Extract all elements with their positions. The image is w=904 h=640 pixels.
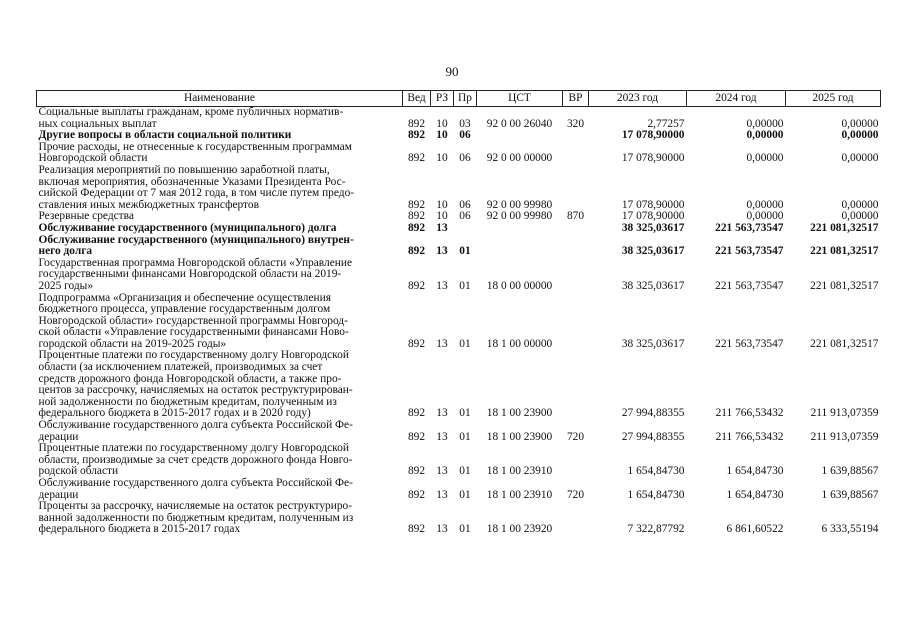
cell-vr bbox=[563, 501, 589, 536]
header-pr: Пр bbox=[454, 91, 477, 107]
cell-y2025: 221 081,32517 bbox=[810, 221, 879, 234]
cell-y2025: 211 913,07359 bbox=[810, 430, 879, 443]
table-row bbox=[37, 293, 881, 351]
cell-name: Процентные платежи по государственному долгу Новгородской области (за исключением платежей, производимых за счет средств дорожного фонда Новгородской области, а также про- центов за рассрочку, начисляемых на остаток реструктурирован- ной задолженности по бюджетным кредитам, полученным из федерального бюджета в 2015-2017 годах и в 2020 году) bbox=[38, 349, 353, 420]
cell-pr: 01 bbox=[459, 430, 471, 443]
cell-vr bbox=[563, 130, 589, 142]
cell-ved: 892 bbox=[407, 407, 426, 420]
cell-y2023: 38 325,03617 bbox=[621, 245, 685, 258]
cell-cst bbox=[477, 235, 563, 258]
cell-vr bbox=[563, 443, 589, 478]
cell-y2023: 17 078,90000 bbox=[621, 198, 685, 211]
cell-cst: 92 0 00 26040 bbox=[486, 117, 553, 130]
cell-name: Другие вопросы в области социальной политики bbox=[38, 129, 292, 142]
cell-vr bbox=[563, 350, 589, 420]
table-row bbox=[37, 165, 881, 211]
cell-rz: 13 bbox=[436, 337, 448, 350]
cell-vr bbox=[563, 165, 589, 211]
table-row bbox=[37, 501, 881, 536]
cell-cst bbox=[477, 223, 563, 235]
cell-cst: 18 1 00 23910 bbox=[486, 465, 553, 478]
cell-rz: 13 bbox=[436, 430, 448, 443]
cell-y2025: 0,00000 bbox=[841, 210, 879, 223]
cell-y2024: 221 563,73547 bbox=[715, 337, 784, 350]
header-rz: РЗ bbox=[431, 91, 454, 107]
cell-rz: 10 bbox=[436, 129, 448, 142]
cell-cst bbox=[477, 130, 563, 142]
cell-ved: 892 bbox=[407, 198, 426, 211]
cell-pr: 03 bbox=[459, 117, 471, 130]
table-row bbox=[37, 350, 881, 420]
cell-pr: 06 bbox=[459, 210, 471, 223]
cell-y2025: 1 639,88567 bbox=[821, 488, 879, 501]
budget-table bbox=[36, 90, 881, 536]
cell-ved: 892 bbox=[407, 117, 426, 130]
cell-ved: 892 bbox=[407, 488, 426, 501]
cell-vr: 720 bbox=[566, 488, 585, 501]
cell-y2024: 0,00000 bbox=[746, 152, 784, 165]
cell-y2023: 27 994,88355 bbox=[621, 407, 685, 420]
cell-vr bbox=[563, 235, 589, 258]
cell-y2023: 38 325,03617 bbox=[621, 279, 685, 292]
cell-y2024: 211 766,53432 bbox=[715, 407, 784, 420]
cell-cst: 92 0 00 99980 bbox=[486, 198, 553, 211]
cell-y2023: 1 654,84730 bbox=[627, 488, 685, 501]
cell-y2024: 0,00000 bbox=[746, 210, 784, 223]
cell-name: Обслуживание государственного долга субъекта Российской Фе- дерации bbox=[38, 419, 353, 443]
header-2023: 2023 год bbox=[589, 91, 687, 107]
cell-y2024: 0,00000 bbox=[746, 129, 784, 142]
cell-name: Социальные выплаты гражданам, кроме публичных норматив- ных социальных выплат bbox=[38, 106, 344, 130]
cell-y2023: 27 994,88355 bbox=[621, 430, 685, 443]
table-body bbox=[37, 107, 881, 536]
cell-ved: 892 bbox=[407, 337, 426, 350]
cell-cst: 18 1 00 23910 bbox=[486, 488, 553, 501]
cell-y2024: 1 654,84730 bbox=[726, 465, 784, 478]
cell-y2025: 0,00000 bbox=[841, 117, 879, 130]
cell-rz: 13 bbox=[436, 245, 448, 258]
cell-y2023: 38 325,03617 bbox=[621, 337, 685, 350]
cell-vr bbox=[563, 142, 589, 165]
cell-y2024: 211 766,53432 bbox=[715, 430, 784, 443]
cell-rz: 10 bbox=[436, 198, 448, 211]
cell-y2023: 17 078,90000 bbox=[621, 210, 685, 223]
cell-y2025: 221 081,32517 bbox=[810, 245, 879, 258]
cell-y2025: 6 333,55194 bbox=[821, 523, 879, 536]
table-row bbox=[37, 443, 881, 478]
cell-pr bbox=[454, 223, 477, 235]
cell-rz: 13 bbox=[436, 523, 448, 536]
cell-ved: 892 bbox=[407, 279, 426, 292]
cell-y2025: 0,00000 bbox=[841, 129, 879, 142]
page-number: 90 bbox=[445, 64, 459, 79]
cell-y2023: 17 078,90000 bbox=[621, 129, 685, 142]
cell-y2025: 1 639,88567 bbox=[821, 465, 879, 478]
cell-y2025: 0,00000 bbox=[841, 152, 879, 165]
header-row bbox=[37, 91, 881, 107]
cell-y2024: 221 563,73547 bbox=[715, 279, 784, 292]
cell-cst: 18 1 00 23900 bbox=[486, 407, 553, 420]
cell-rz: 10 bbox=[436, 210, 448, 223]
cell-y2025: 211 913,07359 bbox=[810, 407, 879, 420]
header-2025: 2025 год bbox=[786, 91, 881, 107]
cell-name: Резервные средства bbox=[38, 210, 134, 223]
cell-name: Реализация мероприятий по повышению заработной платы, включая мероприятия, обозначенные Указами Президента Рос- сийской Федерации от 7 мая 2012 года, в том числе путем предо- ставления иных межбюджетных трансфертов bbox=[38, 163, 355, 211]
cell-ved: 892 bbox=[407, 523, 426, 536]
cell-y2024: 221 563,73547 bbox=[715, 245, 784, 258]
cell-vr: 320 bbox=[566, 117, 585, 130]
cell-y2023: 7 322,87792 bbox=[627, 523, 685, 536]
cell-cst: 92 0 00 99980 bbox=[486, 210, 553, 223]
cell-ved: 892 bbox=[407, 430, 426, 443]
cell-ved: 892 bbox=[407, 152, 426, 165]
table-row bbox=[37, 223, 881, 235]
cell-ved: 892 bbox=[407, 129, 426, 142]
table-row bbox=[37, 235, 881, 258]
table-row bbox=[37, 142, 881, 165]
table-row bbox=[37, 478, 881, 501]
header-cst: ЦСТ bbox=[477, 91, 563, 107]
table-row bbox=[37, 258, 881, 293]
cell-vr: 870 bbox=[566, 210, 585, 223]
cell-name: Государственная программа Новгородской области «Управление государственными финансами Новгородской области на 2019- 2025 годы» bbox=[38, 256, 353, 292]
cell-vr bbox=[563, 223, 589, 235]
cell-y2024: 0,00000 bbox=[746, 117, 784, 130]
cell-ved: 892 bbox=[407, 210, 426, 223]
cell-cst: 18 0 00 00000 bbox=[486, 279, 553, 292]
cell-name: Прочие расходы, не отнесенные к государственным программам Новгородской области bbox=[38, 140, 352, 165]
cell-cst: 18 1 00 23900 bbox=[486, 430, 553, 443]
cell-ved: 892 bbox=[407, 245, 426, 258]
cell-y2025: 221 081,32517 bbox=[810, 279, 879, 292]
header-vr: ВР bbox=[563, 91, 589, 107]
cell-y2024: 0,00000 bbox=[746, 198, 784, 211]
header-ved: Вед bbox=[403, 91, 431, 107]
cell-rz: 13 bbox=[436, 488, 448, 501]
cell-ved: 892 bbox=[407, 221, 426, 234]
cell-rz: 13 bbox=[436, 465, 448, 478]
cell-y2024: 1 654,84730 bbox=[726, 488, 784, 501]
cell-name: Обслуживание государственного (муниципального) внутрен- него долга bbox=[38, 233, 354, 258]
cell-name: Подпрограмма «Организация и обеспечение осуществления бюджетного процесса, управление государственным долгом Новгородской области» государственной программы Новгород- ской области «Управление государственными финансами Ново- городской области на 2019-2025 годы» bbox=[38, 291, 349, 350]
cell-rz: 13 bbox=[436, 221, 448, 234]
cell-pr: 01 bbox=[459, 337, 471, 350]
cell-cst: 18 1 00 23920 bbox=[486, 523, 553, 536]
header-name: Наименование bbox=[37, 91, 403, 107]
cell-ved: 892 bbox=[407, 465, 426, 478]
cell-pr: 01 bbox=[459, 523, 471, 536]
header-2024: 2024 год bbox=[687, 91, 786, 107]
cell-name: Процентные платежи по государственному долгу Новгородской области, производимые за счет средств дорожного фонда Новго- родской области bbox=[38, 442, 353, 478]
cell-vr: 720 bbox=[566, 430, 585, 443]
cell-pr: 01 bbox=[459, 488, 471, 501]
cell-y2023: 17 078,90000 bbox=[621, 152, 685, 165]
cell-y2023: 1 654,84730 bbox=[627, 465, 685, 478]
cell-rz: 10 bbox=[436, 152, 448, 165]
cell-pr: 01 bbox=[459, 465, 471, 478]
cell-y2025: 221 081,32517 bbox=[810, 337, 879, 350]
cell-pr: 01 bbox=[459, 407, 471, 420]
cell-name: Обслуживание государственного долга субъекта Российской Фе- дерации bbox=[38, 477, 353, 501]
cell-y2023: 2,77257 bbox=[647, 117, 685, 130]
cell-pr: 01 bbox=[459, 279, 471, 292]
cell-pr: 01 bbox=[459, 245, 471, 258]
cell-y2025: 0,00000 bbox=[841, 198, 879, 211]
cell-rz: 13 bbox=[436, 407, 448, 420]
cell-cst: 18 1 00 00000 bbox=[486, 337, 553, 350]
table-row bbox=[37, 420, 881, 443]
cell-y2023: 38 325,03617 bbox=[621, 221, 685, 234]
cell-y2024: 6 861,60522 bbox=[726, 523, 784, 536]
cell-vr bbox=[563, 293, 589, 351]
cell-name: Обслуживание государственного (муниципального) долга bbox=[38, 221, 337, 234]
cell-pr: 06 bbox=[459, 129, 471, 142]
table-row bbox=[37, 107, 881, 131]
cell-rz: 10 bbox=[436, 117, 448, 130]
cell-y2024: 221 563,73547 bbox=[715, 221, 784, 234]
cell-pr: 06 bbox=[459, 152, 471, 165]
cell-rz: 13 bbox=[436, 279, 448, 292]
cell-name: Проценты за рассрочку, начисляемые на остаток реструктуриро- ванной задолженности по бюджетным кредитам, полученным из федерального бюджета в 2015-2017 годах bbox=[38, 500, 354, 536]
cell-cst: 92 0 00 00000 bbox=[486, 152, 553, 165]
cell-pr: 06 bbox=[459, 198, 471, 211]
cell-vr bbox=[563, 258, 589, 293]
